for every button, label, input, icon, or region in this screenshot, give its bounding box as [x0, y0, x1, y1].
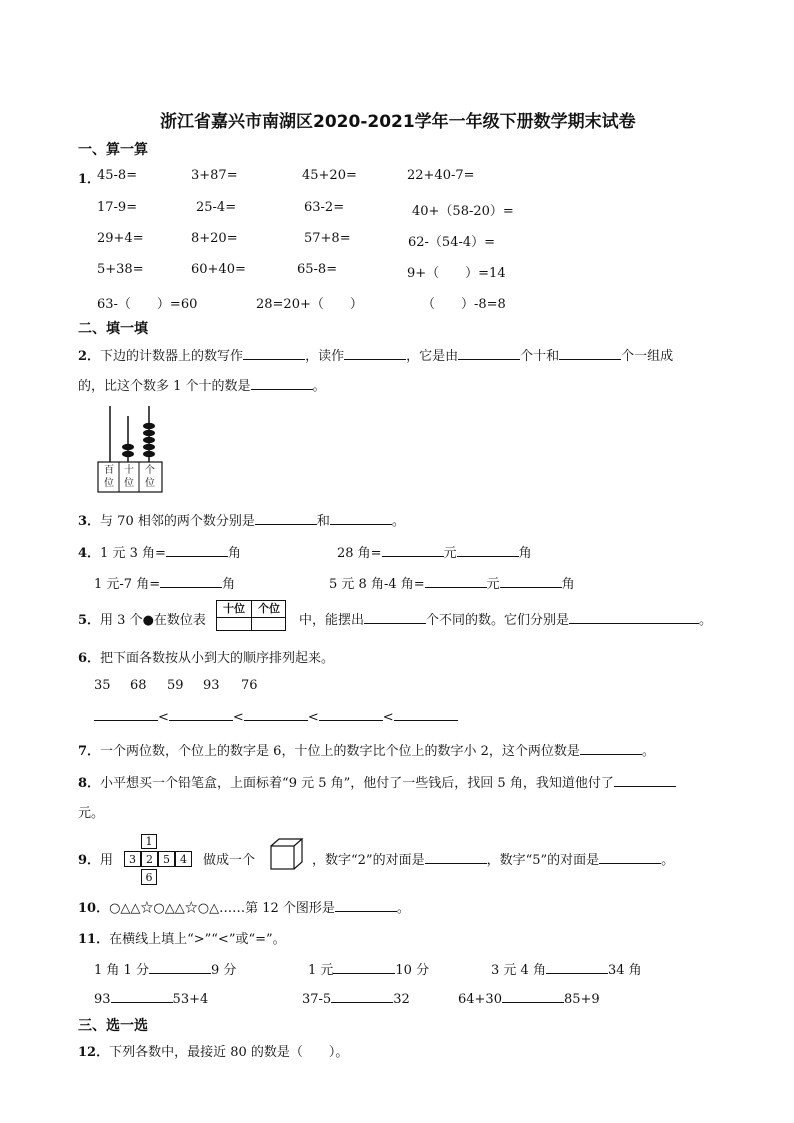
abacus-label-hundreds: 百位	[104, 465, 114, 489]
page-title: 浙江省嘉兴市南湖区2020-2021学年一年级下册数学期末试卷	[160, 112, 636, 132]
q7-text-2: 。	[641, 744, 655, 759]
q6-blank-1[interactable]	[94, 708, 158, 721]
q7-text-1: 一个两位数，个位上的数字是 6，十位上的数字比个位上的数字小 2，这个两位数是	[100, 744, 580, 759]
q4-text-10: 角	[561, 577, 575, 592]
q11-blank[interactable]	[111, 990, 173, 1003]
q2-blank-written[interactable]	[243, 347, 305, 360]
q6-blank-4[interactable]	[319, 708, 383, 721]
q4-blank-2[interactable]	[382, 544, 444, 557]
question-11-number: 11．	[78, 932, 110, 947]
cube-icon	[270, 838, 304, 870]
cube-net-face-2: 2	[141, 851, 158, 867]
q9-text-1: 用	[100, 853, 114, 868]
place-value-ones-header: 个位	[252, 601, 286, 618]
question-2-number: 2．	[78, 349, 101, 364]
question-4-row-2-left	[94, 573, 235, 592]
question-10	[78, 897, 410, 916]
q5-text-1: 用 3 个●在数位表	[100, 613, 206, 628]
q2-text-1: 下边的计数器上的数写作	[100, 349, 244, 364]
question-6	[78, 647, 334, 666]
q4-blank-6[interactable]	[500, 575, 562, 588]
q9-blank-2[interactable]	[599, 851, 661, 864]
q1-r1-c2: 3+87=	[191, 168, 238, 183]
q9-blank-1[interactable]	[425, 851, 487, 864]
q8-blank[interactable]	[614, 774, 676, 787]
q6-blank-5[interactable]	[394, 708, 458, 721]
q4-text-4: 元	[443, 546, 457, 561]
q2-blank-tens[interactable]	[458, 347, 520, 360]
q1-r2-c4: 40+（58-20）=	[412, 204, 514, 219]
question-10-number: 10．	[78, 901, 110, 916]
q6-less-than-1: <	[158, 710, 169, 725]
q11-r2-c1: 93 53+4	[94, 992, 209, 1007]
question-1-number: 1．	[78, 172, 101, 187]
q1-r5-c2: 28=20+（ ）	[256, 297, 363, 312]
q1-r4-c3: 65-8=	[297, 262, 338, 277]
abacus-counter	[96, 402, 166, 494]
q6-number-3: 59	[167, 678, 184, 693]
q5-text-4: 。	[699, 613, 713, 628]
q4-text-1: 1 元 3 角=	[100, 546, 166, 561]
q10-text-2: 。	[396, 901, 410, 916]
q4-text-9: 元	[486, 577, 500, 592]
cube-net-face-6: 6	[141, 869, 157, 885]
question-9-lead	[78, 849, 113, 868]
q11-blank[interactable]	[546, 961, 608, 974]
q2-blank-ones[interactable]	[559, 347, 621, 360]
question-5-rest	[299, 609, 712, 628]
q6-number-5: 76	[241, 678, 258, 693]
q11-r1-c1: 1 角 1 分 9 分	[94, 963, 237, 978]
q4-blank-1[interactable]	[166, 544, 228, 557]
q1-r4-c1: 5+38=	[97, 262, 144, 277]
abacus-label-tens: 十位	[124, 465, 134, 489]
question-8-number: 8．	[78, 776, 101, 791]
q11-text: 在横线上填上“>”“<”或“=”。	[109, 932, 286, 947]
question-4-row-1-right	[337, 542, 532, 561]
question-5-lead	[78, 609, 206, 628]
q11-r2-c3: 64+30 85+9	[458, 992, 600, 1007]
question-4-row-2-right	[329, 573, 575, 592]
q10-text-1: ○△△☆○△△☆○△……第 12 个图形是	[109, 901, 335, 916]
q2-text-7: 。	[312, 379, 326, 394]
question-6-number: 6．	[78, 651, 101, 666]
q11-r1-c3: 3 元 4 角 34 角	[491, 963, 642, 978]
q6-blank-3[interactable]	[244, 708, 308, 721]
q4-text-2: 角	[227, 546, 241, 561]
q5-blank-count[interactable]	[364, 611, 426, 624]
q1-r2-c2: 25-4=	[196, 200, 237, 215]
abacus-bead	[143, 423, 155, 429]
q8-text-1: 小平想买一个铅笔盒，上面标着“9 元 5 角”，他付了一些钱后，找回 5 角，我知道他付了	[100, 776, 614, 791]
cube-net	[124, 834, 192, 885]
q4-text-8: 5 元 8 角-4 角=	[329, 577, 425, 592]
q4-text-3: 28 角=	[337, 546, 382, 561]
question-3-number: 3．	[78, 514, 101, 529]
q2-text-4: 个十和	[520, 349, 560, 364]
question-7-number: 7．	[78, 744, 101, 759]
q11-r2-c2: 37-5 32	[302, 992, 410, 1007]
q10-blank[interactable]	[335, 899, 397, 912]
abacus-bead	[143, 444, 155, 450]
question-7	[78, 740, 655, 759]
place-value-tens-header: 十位	[217, 601, 252, 618]
abacus-bead	[122, 451, 134, 457]
q1-r1-c3: 45+20=	[302, 168, 357, 183]
q11-blank[interactable]	[502, 990, 564, 1003]
q1-r1-c4: 22+40-7=	[407, 168, 475, 183]
q6-blank-2[interactable]	[169, 708, 233, 721]
q4-blank-3[interactable]	[457, 544, 519, 557]
q3-text-2: 和	[316, 514, 330, 529]
q11-blank[interactable]	[149, 961, 211, 974]
q4-blank-4[interactable]	[160, 575, 222, 588]
q1-r3-c2: 8+20=	[191, 231, 238, 246]
q4-blank-5[interactable]	[425, 575, 487, 588]
q1-r3-c3: 57+8=	[304, 231, 351, 246]
question-4-number: 4．	[78, 546, 101, 561]
q1-r4-c2: 60+40=	[191, 262, 246, 277]
q3-blank-1[interactable]	[255, 512, 317, 525]
q6-text: 把下面各数按从小到大的顺序排列起来。	[100, 651, 335, 666]
q8-text-2: 元。	[78, 806, 105, 821]
q2-text-5: 个一组成	[621, 349, 674, 364]
q6-number-1: 35	[94, 678, 111, 693]
question-5-number: 5．	[78, 613, 101, 628]
question-2	[78, 345, 673, 364]
q1-r3-c4: 62-（54-4）=	[408, 235, 496, 250]
cube-net-face-3: 3	[124, 851, 141, 867]
q1-r5-c3: （ ）-8=8	[422, 297, 506, 312]
abacus-label-ones: 个位	[145, 465, 155, 489]
q1-r2-c1: 17-9=	[97, 200, 138, 215]
abacus-bead	[143, 430, 155, 436]
question-9-rest	[312, 849, 674, 868]
q2-text-6: 的，比这个数多 1 个十的数是	[78, 379, 251, 394]
q2-blank-read[interactable]	[344, 347, 406, 360]
cube-net-face-1: 1	[141, 834, 157, 849]
question-12-number: 12．	[78, 1045, 110, 1060]
q2-text-2: ，读作	[305, 349, 345, 364]
q6-number-4: 93	[203, 678, 220, 693]
question-9-number: 9．	[78, 853, 101, 868]
question-2-line-2	[78, 375, 326, 394]
q12-text: 下列各数中，最接近 80 的数是（ ）。	[109, 1045, 349, 1060]
q4-text-5: 角	[518, 546, 532, 561]
abacus-bead	[143, 437, 155, 443]
q1-r5-c1: 63-（ ）=60	[97, 297, 198, 312]
q4-text-7: 角	[222, 577, 236, 592]
q7-blank[interactable]	[580, 742, 642, 755]
q1-r3-c1: 29+4=	[97, 231, 144, 246]
abacus-bead	[122, 444, 134, 450]
section-heading-1: 一、算一算	[78, 142, 148, 158]
q6-less-than-3: <	[307, 710, 319, 725]
question-12	[78, 1041, 348, 1060]
question-3	[78, 510, 405, 529]
q6-less-than-4: <	[382, 710, 394, 725]
place-value-table	[216, 600, 286, 631]
q6-number-2: 68	[130, 678, 147, 693]
q4-text-6: 1 元-7 角=	[94, 577, 161, 592]
q1-r4-c4: 9+（ ）=14	[407, 266, 506, 281]
section-heading-2: 二、填一填	[78, 321, 148, 337]
q2-blank-plus-ten[interactable]	[251, 377, 313, 390]
abacus-bead	[143, 451, 155, 457]
q11-r1-c2: 1 元 10 分	[308, 963, 430, 978]
q5-text-2: 中，能摆出	[299, 613, 365, 628]
q3-text-3: 。	[391, 514, 405, 529]
q6-ordering-line	[94, 708, 458, 725]
q3-blank-2[interactable]	[330, 512, 392, 525]
q9-text-4: ，数字“5”的对面是	[486, 853, 600, 868]
q5-blank-numbers[interactable]	[569, 611, 699, 624]
place-value-divider	[251, 618, 252, 631]
q5-text-3: 个不同的数。它们分别是	[426, 613, 570, 628]
q9-text-5: 。	[661, 853, 675, 868]
question-11	[78, 928, 286, 947]
q2-text-3: ，它是由	[406, 349, 459, 364]
q11-blank[interactable]	[331, 990, 393, 1003]
question-8	[78, 772, 676, 791]
q3-text-1: 与 70 相邻的两个数分别是	[100, 514, 255, 529]
section-heading-3: 三、选一选	[78, 1018, 148, 1034]
cube-net-face-4: 4	[175, 851, 192, 867]
q9-text-3: ，数字“2”的对面是	[312, 853, 425, 868]
q1-r2-c3: 63-2=	[304, 200, 345, 215]
q1-r1-c1: 45-8=	[97, 168, 138, 183]
cube-net-face-5: 5	[158, 851, 175, 867]
q6-less-than-2: <	[232, 710, 244, 725]
q11-blank[interactable]	[333, 961, 395, 974]
q9-text-2: 做成一个	[203, 853, 256, 868]
question-4-row-1-left	[78, 542, 241, 561]
